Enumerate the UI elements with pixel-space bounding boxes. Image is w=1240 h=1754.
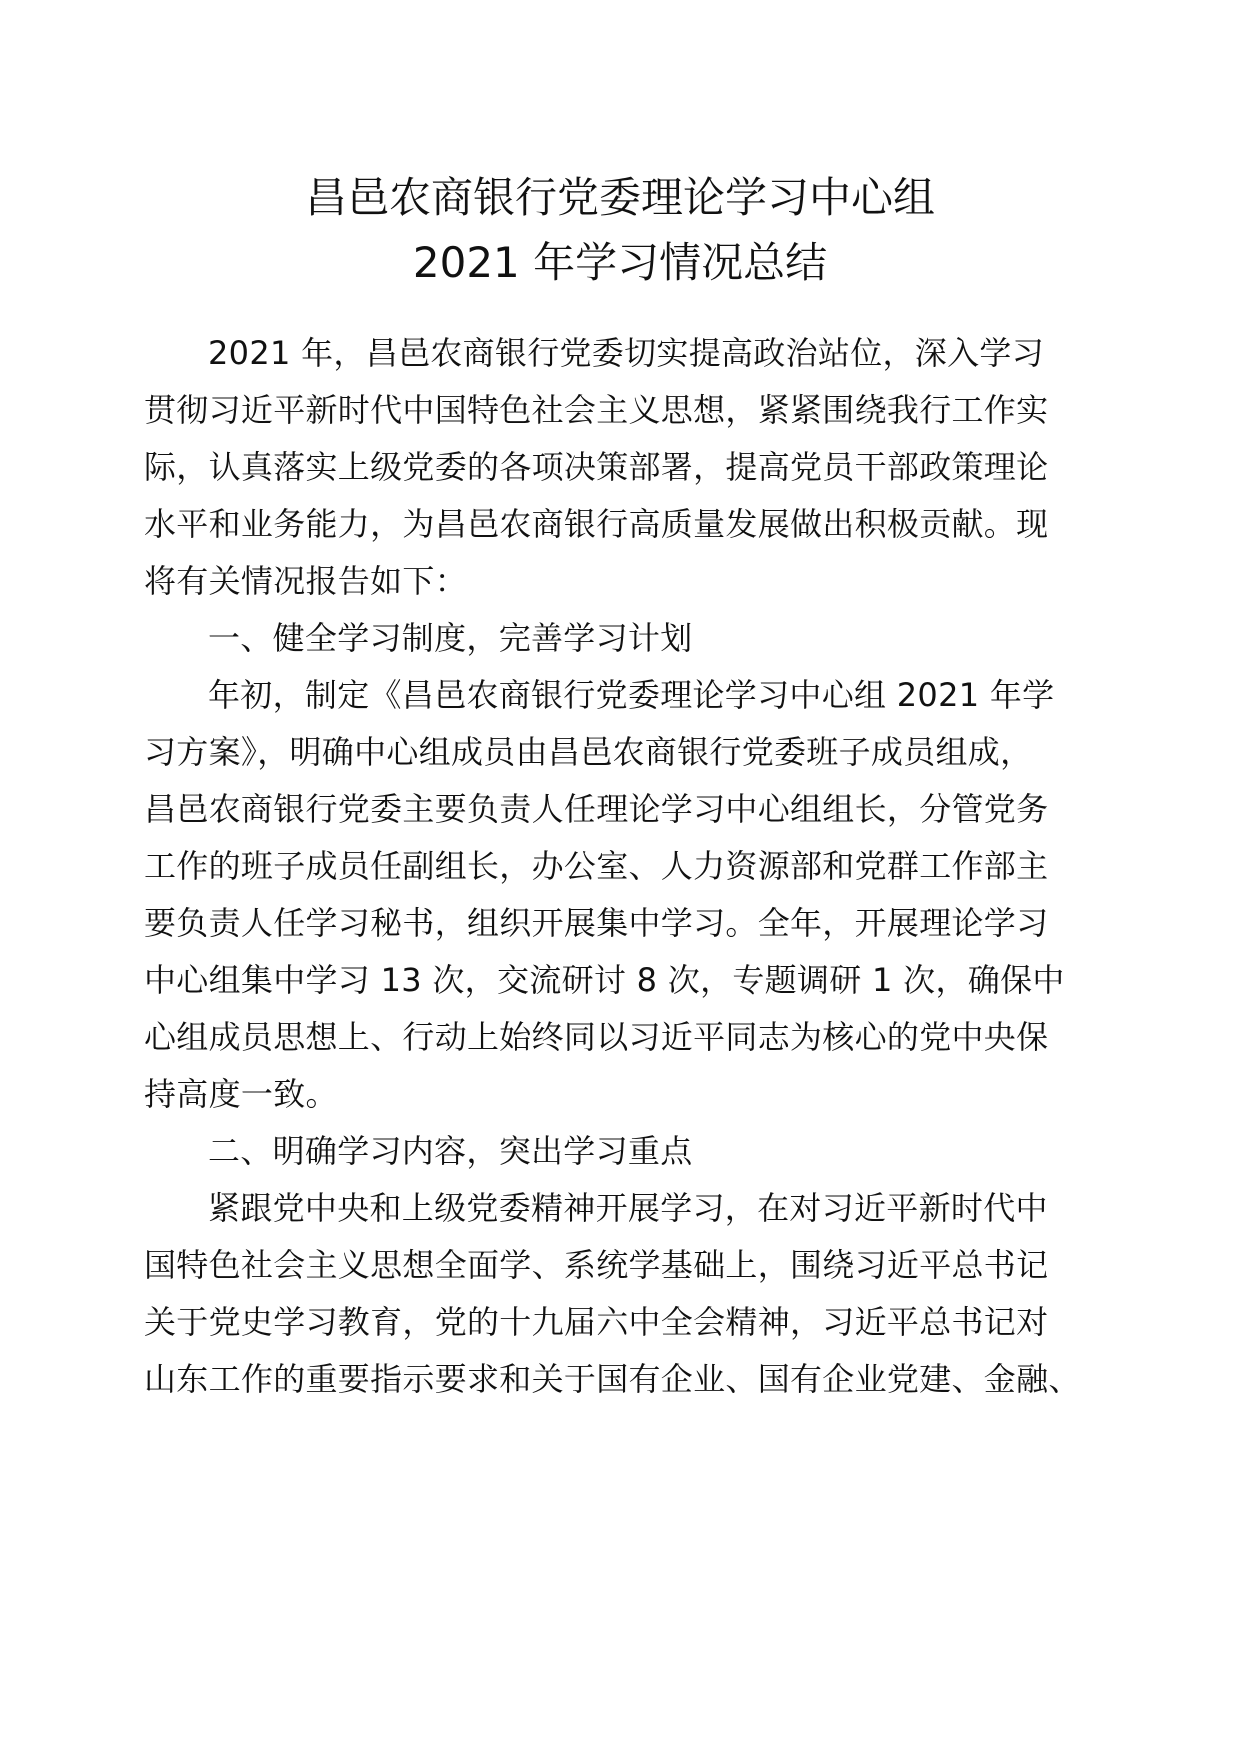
paragraph-2-line: 中心组集中学习 13 次，交流研讨 8 次，专题调研 1 次，确保中 [144, 961, 1065, 999]
paragraph-2-line: 昌邑农商银行党委主要负责人任理论学习中心组组长，分管党务 [144, 790, 1049, 828]
paragraph-2-line: 年初，制定《昌邑农商银行党委理论学习中心组 2021 年学 [208, 676, 1055, 714]
paragraph-2-line: 心组成员思想上、行动上始终同以习近平同志为核心的党中央保 [144, 1018, 1049, 1056]
paragraph-1-line: 水平和业务能力，为昌邑农商银行高质量发展做出积极贡献。现 [144, 505, 1049, 543]
paragraph-1-line: 际，认真落实上级党委的各项决策部署，提高党员干部政策理论 [144, 448, 1049, 486]
paragraph-2-line: 工作的班子成员任副组长，办公室、人力资源部和党群工作部主 [144, 847, 1049, 885]
paragraph-2-line: 习方案》，明确中心组成员由昌邑农商银行党委班子成员组成， [144, 733, 1033, 771]
paragraph-3-line: 山东工作的重要指示要求和关于国有企业、国有企业党建、金融、 [144, 1360, 1081, 1398]
paragraph-2-line: 要负责人任学习秘书，组织开展集中学习。全年，开展理论学习 [144, 904, 1049, 942]
section-heading-2: 二、明确学习内容，突出学习重点 [208, 1132, 693, 1170]
paragraph-3-line: 紧跟党中央和上级党委精神开展学习，在对习近平新时代中 [208, 1189, 1048, 1227]
paragraph-3-line: 关于党史学习教育，党的十九届六中全会精神，习近平总书记对 [144, 1303, 1049, 1341]
paragraph-1-line: 2021 年，昌邑农商银行党委切实提高政治站位，深入学习 [208, 334, 1045, 372]
paragraph-1-line: 将有关情况报告如下： [144, 562, 468, 600]
paragraph-2-line: 持高度一致。 [144, 1075, 338, 1113]
paragraph-3-line: 国特色社会主义思想全面学、系统学基础上，围绕习近平总书记 [144, 1246, 1049, 1284]
section-heading-1: 一、健全学习制度，完善学习计划 [208, 619, 693, 657]
document-title-line-1: 昌邑农商银行党委理论学习中心组 [304, 173, 935, 222]
paragraph-1-line: 贯彻习近平新时代中国特色社会主义思想，紧紧围绕我行工作实 [144, 391, 1049, 429]
document-title-line-2: 2021 年学习情况总结 [412, 238, 828, 287]
